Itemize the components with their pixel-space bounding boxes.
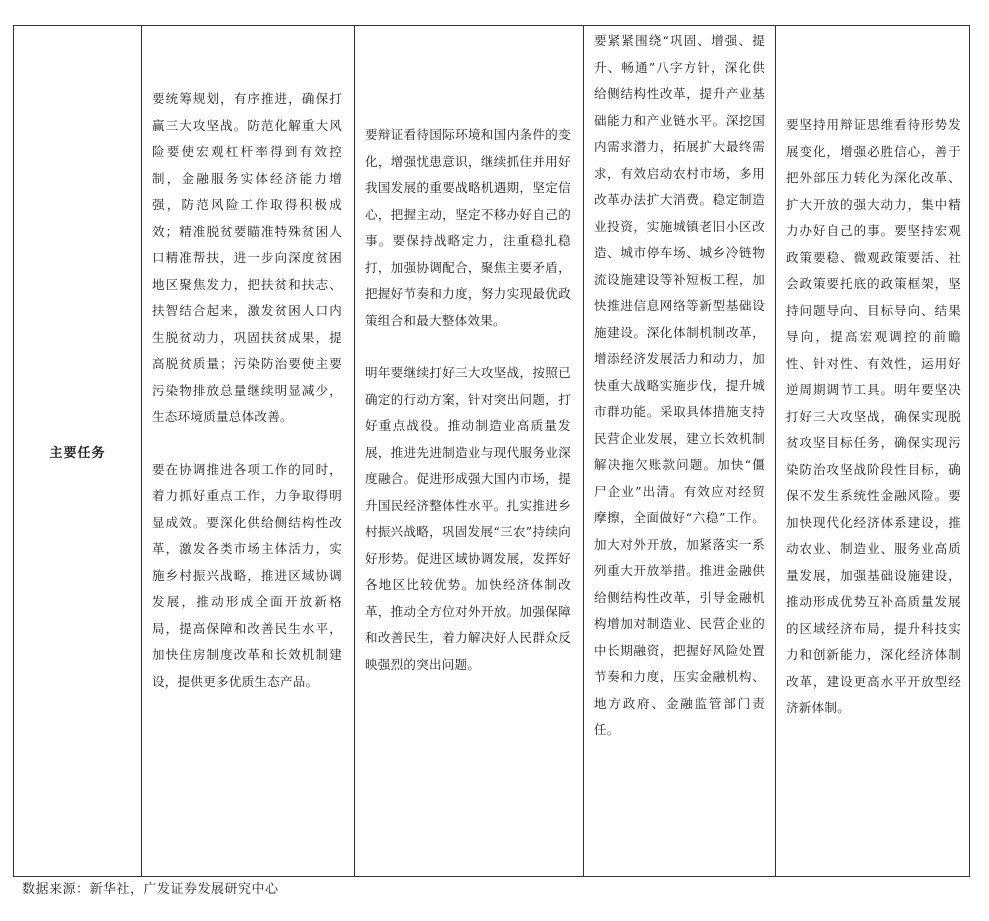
paragraph: 要在协调推进各项工作的同时，着力抓好重点工作，力争取得明显成效。要深化供给侧结构性改革，激发各类市场主体活力，实施乡村振兴战略，推进区域协调发展，推动形成全面开放新格局，提高保障和改善民生水平，加快住房制度改革和长效机制建设，提供更多优质生态产品。 [152, 461, 342, 689]
row-label-cell [14, 26, 142, 876]
column-cell-5 [776, 26, 971, 876]
paragraph: 要辩证看待国际环境和国内条件的变化，增强忧患意识，继续抓住并用好我国发展的重要战略机遇期，坚定信心，把握主动，坚定不移办好自己的事。要保持战略定力，注重稳扎稳打，加强协调配合，聚焦主要矛盾，把握好节奏和力度，努力实现最优政策组合和最大整体效果。 [365, 127, 571, 328]
paragraph: 要坚持用辩证思维看待形势发展变化，增强必胜信心，善于把外部压力转化为深化改革、扩大开放的强大动力，集中精力办好自己的事。要坚持宏观政策要稳、微观政策要活、社会政策要托底的政策框架，坚持问题导向、目标导向、结果导向，提高宏观调控的前瞻性、针对性、有效性，运用好逆周期调节工具。明年要坚决打好三大攻坚战，确保实现脱贫攻坚目标任务，确保实现污染防治攻坚战阶段性目标，确保不发生系统性金融风险。要加快现代化经济体系建设，推动农业、制造业、服务业高质量发展，加强基础设施建设，推动形成优势互补高质量发展的区域经济布局，提升科技实力和创新能力，深化经济体制改革，建设更高水平开放型经济新体制。 [786, 117, 961, 715]
row-label: 主要任务 [49, 445, 106, 461]
paragraph: 要统筹规划，有序推进，确保打赢三大攻坚战。防范化解重大风险要使宏观杠杆率得到有效控制，金融服务实体经济能力增强，防范风险工作取得积极成效；精准脱贫要瞄准特殊贫困人口精准帮扶，进一步向深度贫困地区聚焦发力，把扶贫和扶志、扶智结合起来，激发贫困人口内生脱贫动力，巩固扶贫成果，提高脱贫质量；污染防治要使主要污染物排放总量继续明显减少，生态环境质量总体改善。 [152, 91, 342, 424]
column-cell-3 [355, 26, 584, 876]
paragraph: 明年要继续打好三大攻坚战，按照已确定的行动方案，针对突出问题，打好重点战役。推动制造业高质量发展，推进先进制造业与现代服务业深度融合。促进形成强大国内市场，提升国民经济整体性水平。扎实推进乡村振兴战略，巩固发展“三农”持续向好形势。促进区域协调发展，发挥好各地区比较优势。加快经济体制改革，推动全方位对外开放。加强保障和改善民生，着力解决好人民群众反映强烈的突出问题。 [365, 365, 571, 672]
column-cell-4 [584, 26, 776, 876]
data-source-note: 数据来源：新华社，广发证券发展研究中心 [22, 882, 279, 897]
policy-table [13, 25, 970, 877]
column-cell-2 [142, 26, 355, 876]
paragraph: 要紧紧围绕“巩固、增强、提升、畅通”八字方针，深化供给侧结构性改革，提升产业基础能力和产业链水平。深挖国内需求潜力，拓展扩大最终需求，有效启动农村市场，多用改革办法扩大消费。稳定制造业投资，实施城镇老旧小区改造、城市停车场、城乡冷链物流设施建设等补短板工程，加快推进信息网络等新型基础设施建设。深化体制机制改革，增添经济发展活力和动力，加快重大战略实施步伐，提升城市群功能。采取具体措施支持民营企业发展，建立长效机制解决拖欠账款问题。加快“僵尸企业”出清。有效应对经贸摩擦，全面做好“六稳”工作。加大对外开放，加紧落实一系列重大开放举措。推进金融供给侧结构性改革，引导金融机构增加对制造业、民营企业的中长期融资，把握好风险处置节奏和力度，压实金融机构、地方政府、金融监管部门责任。 [594, 33, 765, 737]
